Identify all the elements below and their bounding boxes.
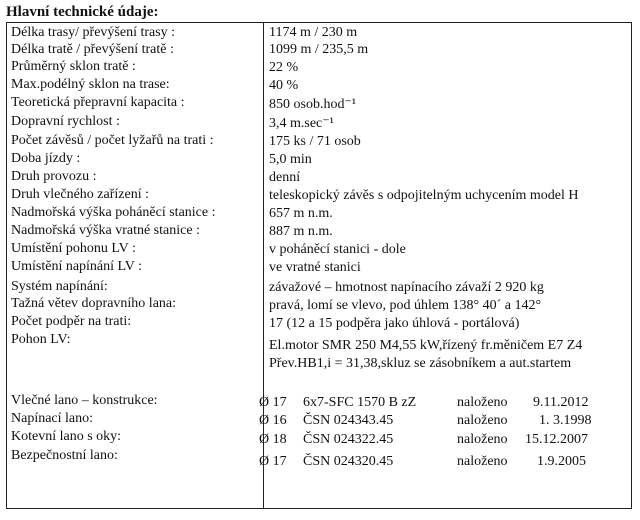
row-label: Doba jízdy : (11, 151, 81, 166)
rope-date: 15.12.2007 (525, 432, 588, 447)
rope-label: Napínací lano: (11, 411, 94, 426)
row-value: 5,0 min (269, 152, 312, 167)
row-label: Max.podélný sklon na trase: (11, 77, 170, 92)
row-label: Délka trasy/ převýšení trasy : (11, 25, 176, 40)
row-value: 175 ks / 71 osob (269, 134, 361, 149)
row-value: 657 m n.m. (269, 206, 333, 221)
rope-spec: ČSN 024320.45 (303, 454, 394, 469)
row-label: Systém napínání: (11, 279, 108, 294)
rope-date: 1. 3.1998 (539, 413, 592, 428)
row-value: 1174 m / 230 m (269, 25, 358, 40)
row-value: Přev.HB1,i = 31,38,skluz se zásobníkem a aut.startem (269, 356, 572, 371)
row-label: Počet závěsů / počet lyžařů na trati : (11, 133, 214, 148)
rope-diameter: Ø 17 (259, 454, 287, 469)
row-value: 40 % (269, 78, 299, 93)
document-title: Hlavní technické údaje: (6, 4, 159, 20)
specs-table (6, 22, 632, 509)
row-label: Délka tratě / převýšení tratě : (11, 42, 174, 57)
rope-status: naloženo (457, 395, 508, 410)
row-label: Umístění pohonu LV : (11, 241, 136, 256)
row-label: Nadmořská výška poháněcí stanice : (11, 205, 216, 220)
row-value: 887 m n.m. (269, 224, 333, 239)
row-label: Průměrný sklon tratě : (11, 59, 136, 74)
row-label: Tažná větev dopravního lana: (11, 296, 177, 311)
row-label: Druh provozu : (11, 169, 97, 184)
row-value: El.motor SMR 250 M4,55 kW,řízený fr.měničem E7 Z4 (269, 338, 583, 353)
row-value: 850 osob.hod⁻¹ (269, 97, 357, 112)
row-label: Nadmořská výška vratné stanice : (11, 223, 200, 238)
row-label: Druh vlečného zařízení : (11, 187, 149, 202)
row-label: Pohon LV: (11, 332, 71, 347)
rope-diameter: Ø 18 (259, 432, 287, 447)
row-value: závažové – hmotnost napínacího závaží 2 920 kg (269, 280, 544, 295)
rope-spec: ČSN 024343.45 (303, 413, 394, 428)
rope-status: naloženo (457, 454, 508, 469)
rope-label: Vlečné lano – konstrukce: (11, 393, 158, 408)
rope-label: Bezpečnostní lano: (11, 448, 118, 463)
rope-spec: ČSN 024322.45 (303, 432, 394, 447)
row-value: 3,4 m.sec⁻¹ (269, 116, 334, 131)
rope-date: 1.9.2005 (537, 454, 586, 469)
row-value: 17 (12 a 15 podpěra jako úhlová - portálová) (269, 316, 520, 331)
rope-diameter: Ø 17 (259, 395, 287, 410)
rope-status: naloženo (457, 432, 508, 447)
row-value: ve vratné stanici (269, 260, 361, 275)
row-value: pravá, lomí se vlevo, pod úhlem 138° 40´ a 142° (269, 298, 542, 313)
rope-diameter: Ø 16 (259, 413, 287, 428)
row-value: teleskopický závěs s odpojitelným uchycením model H (269, 188, 579, 203)
row-value: denní (269, 170, 301, 185)
rope-date: 9.11.2012 (533, 395, 589, 410)
row-value: 1099 m / 235,5 m (269, 42, 369, 57)
row-label: Počet podpěr na trati: (11, 314, 132, 329)
rope-label: Kotevní lano s oky: (11, 429, 122, 444)
rope-status: naloženo (457, 413, 508, 428)
row-label: Umístění napínání LV : (11, 259, 143, 274)
rope-spec: 6x7-SFC 1570 B zZ (303, 395, 417, 410)
row-value: v poháněcí stanici - dole (269, 242, 406, 257)
row-label: Teoretická přepravní kapacita : (11, 95, 185, 110)
row-value: 22 % (269, 60, 299, 75)
row-label: Dopravní rychlost : (11, 114, 120, 129)
